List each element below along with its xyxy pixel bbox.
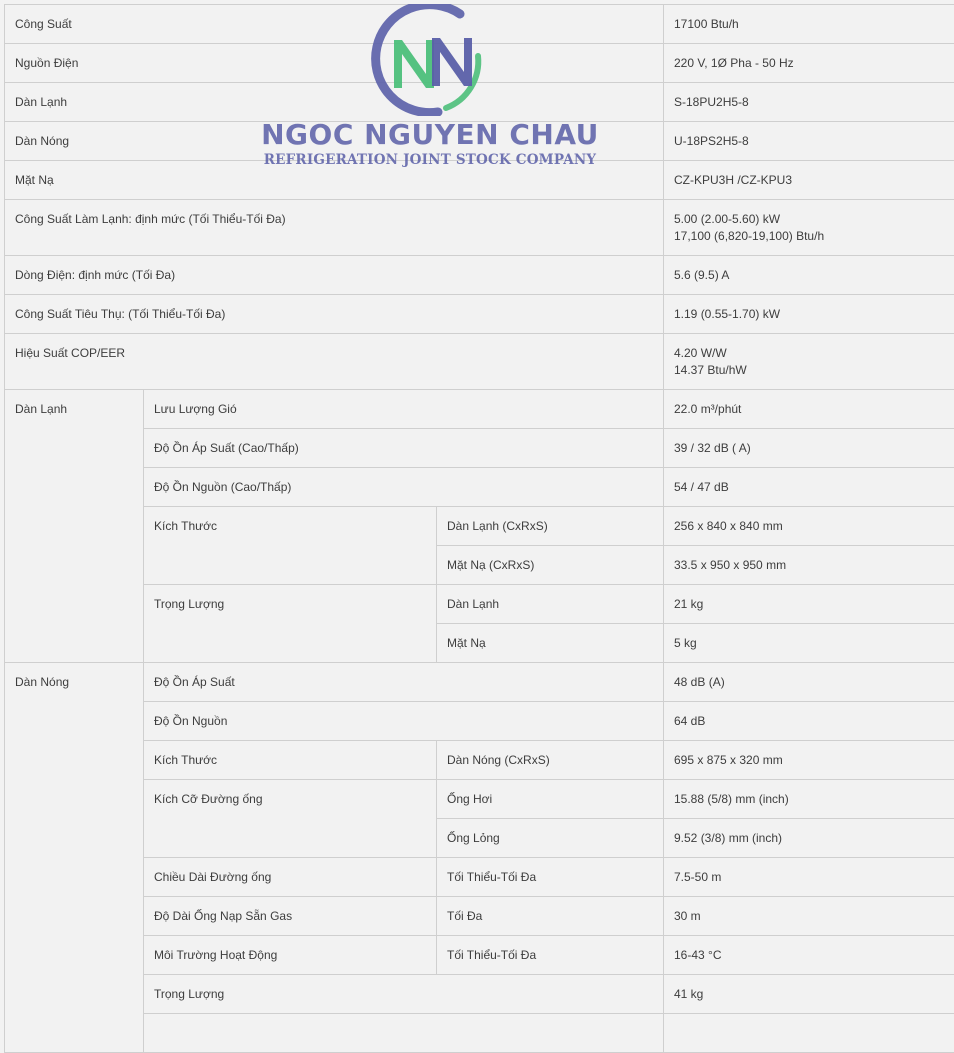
spec-value: 48 dB (A) [664, 663, 954, 702]
table-row [5, 858, 954, 897]
spec-label: Môi Trường Hoạt Động [144, 936, 437, 975]
spec-value: 39 / 32 dB ( A) [664, 429, 954, 468]
spec-label: Nguồn Điện [5, 44, 664, 83]
spec-label: Mặt Nạ [5, 161, 664, 200]
spec-label: Trọng Lượng [144, 975, 664, 1014]
spec-value: 9.52 (3/8) mm (inch) [664, 819, 954, 858]
value-line: 14.37 Btu/hW [674, 363, 747, 377]
table-row [5, 295, 954, 334]
spec-label: Hiệu Suất COP/EER [5, 334, 664, 390]
table-row [5, 256, 954, 295]
spec-value: 5.6 (9.5) A [664, 256, 954, 295]
spec-label: Chiều Dài Đường ống [144, 858, 437, 897]
spec-label: Dàn Lạnh [5, 83, 664, 122]
value-line: 4.20 W/W [674, 346, 727, 360]
value-line: 5.00 (2.00-5.60) kW [674, 212, 780, 226]
group-label-outdoor: Dàn Nóng [5, 663, 144, 1053]
table-row [5, 161, 954, 200]
spec-sublabel: Tối Thiểu-Tối Đa [437, 936, 664, 975]
table-row [5, 585, 954, 624]
spec-sublabel: Dàn Lạnh (CxRxS) [437, 507, 664, 546]
spec-table [4, 4, 954, 1053]
spec-value: 33.5 x 950 x 950 mm [664, 546, 954, 585]
spec-label [144, 1014, 664, 1053]
table-row [5, 897, 954, 936]
spec-value: 256 x 840 x 840 mm [664, 507, 954, 546]
spec-sublabel: Mặt Nạ (CxRxS) [437, 546, 664, 585]
spec-value: 16-43 °C [664, 936, 954, 975]
spec-label: Độ Ồn Nguồn [144, 702, 664, 741]
spec-value [664, 1014, 954, 1053]
table-row [5, 200, 954, 256]
table-row [5, 5, 954, 44]
spec-value: 15.88 (5/8) mm (inch) [664, 780, 954, 819]
spec-value: 41 kg [664, 975, 954, 1014]
spec-label: Độ Ồn Áp Suất (Cao/Thấp) [144, 429, 664, 468]
group-label-indoor: Dàn Lạnh [5, 390, 144, 663]
table-row [5, 975, 954, 1014]
table-row [5, 741, 954, 780]
spec-label: Dòng Điện: định mức (Tối Đa) [5, 256, 664, 295]
spec-sublabel: Ống Hơi [437, 780, 664, 819]
spec-label: Kích Thước [144, 507, 437, 585]
table-row [5, 429, 954, 468]
spec-label: Trọng Lượng [144, 585, 437, 663]
spec-sublabel: Mặt Nạ [437, 624, 664, 663]
table-row [5, 468, 954, 507]
spec-label: Dàn Nóng [5, 122, 664, 161]
table-row [5, 780, 954, 819]
table-row [5, 334, 954, 390]
table-row [5, 83, 954, 122]
spec-label: Lưu Lượng Gió [144, 390, 664, 429]
table-row [5, 702, 954, 741]
spec-label: Kích Cỡ Đường ống [144, 780, 437, 858]
spec-sublabel: Tối Đa [437, 897, 664, 936]
spec-sublabel: Tối Thiểu-Tối Đa [437, 858, 664, 897]
spec-value: 64 dB [664, 702, 954, 741]
spec-label: Công Suất Làm Lạnh: định mức (Tối Thiểu-Tối Đa) [5, 200, 664, 256]
spec-label: Độ Ồn Nguồn (Cao/Thấp) [144, 468, 664, 507]
spec-value: S-18PU2H5-8 [664, 83, 954, 122]
table-row [5, 936, 954, 975]
table-row [5, 390, 954, 429]
table-row [5, 1014, 954, 1053]
spec-value: CZ-KPU3H /CZ-KPU3 [664, 161, 954, 200]
spec-value [664, 200, 954, 256]
spec-label: Kích Thước [144, 741, 437, 780]
table-row [5, 663, 954, 702]
spec-label: Công Suất [5, 5, 664, 44]
spec-value: 21 kg [664, 585, 954, 624]
spec-value: 1.19 (0.55-1.70) kW [664, 295, 954, 334]
table-row [5, 122, 954, 161]
spec-value: 30 m [664, 897, 954, 936]
spec-value: 7.5-50 m [664, 858, 954, 897]
company-subtitle: REFRIGERATION JOINT STOCK COMPANY [250, 152, 610, 168]
spec-sublabel: Dàn Nóng (CxRxS) [437, 741, 664, 780]
spec-value [664, 334, 954, 390]
value-line: 17,100 (6,820-19,100) Btu/h [674, 229, 824, 243]
spec-label: Độ Dài Ống Nạp Sẵn Gas [144, 897, 437, 936]
table-row [5, 507, 954, 546]
spec-value: 54 / 47 dB [664, 468, 954, 507]
company-name: NGOC NGUYEN CHAU [250, 118, 610, 151]
spec-value: 220 V, 1Ø Pha - 50 Hz [664, 44, 954, 83]
spec-sublabel: Dàn Lạnh [437, 585, 664, 624]
spec-label: Công Suất Tiêu Thụ: (Tối Thiểu-Tối Đa) [5, 295, 664, 334]
spec-value: 22.0 m³/phút [664, 390, 954, 429]
spec-sublabel: Ống Lỏng [437, 819, 664, 858]
spec-label: Độ Ồn Áp Suất [144, 663, 664, 702]
spec-value: 695 x 875 x 320 mm [664, 741, 954, 780]
spec-value: U-18PS2H5-8 [664, 122, 954, 161]
spec-value: 5 kg [664, 624, 954, 663]
table-row [5, 44, 954, 83]
spec-value: 17100 Btu/h [664, 5, 954, 44]
